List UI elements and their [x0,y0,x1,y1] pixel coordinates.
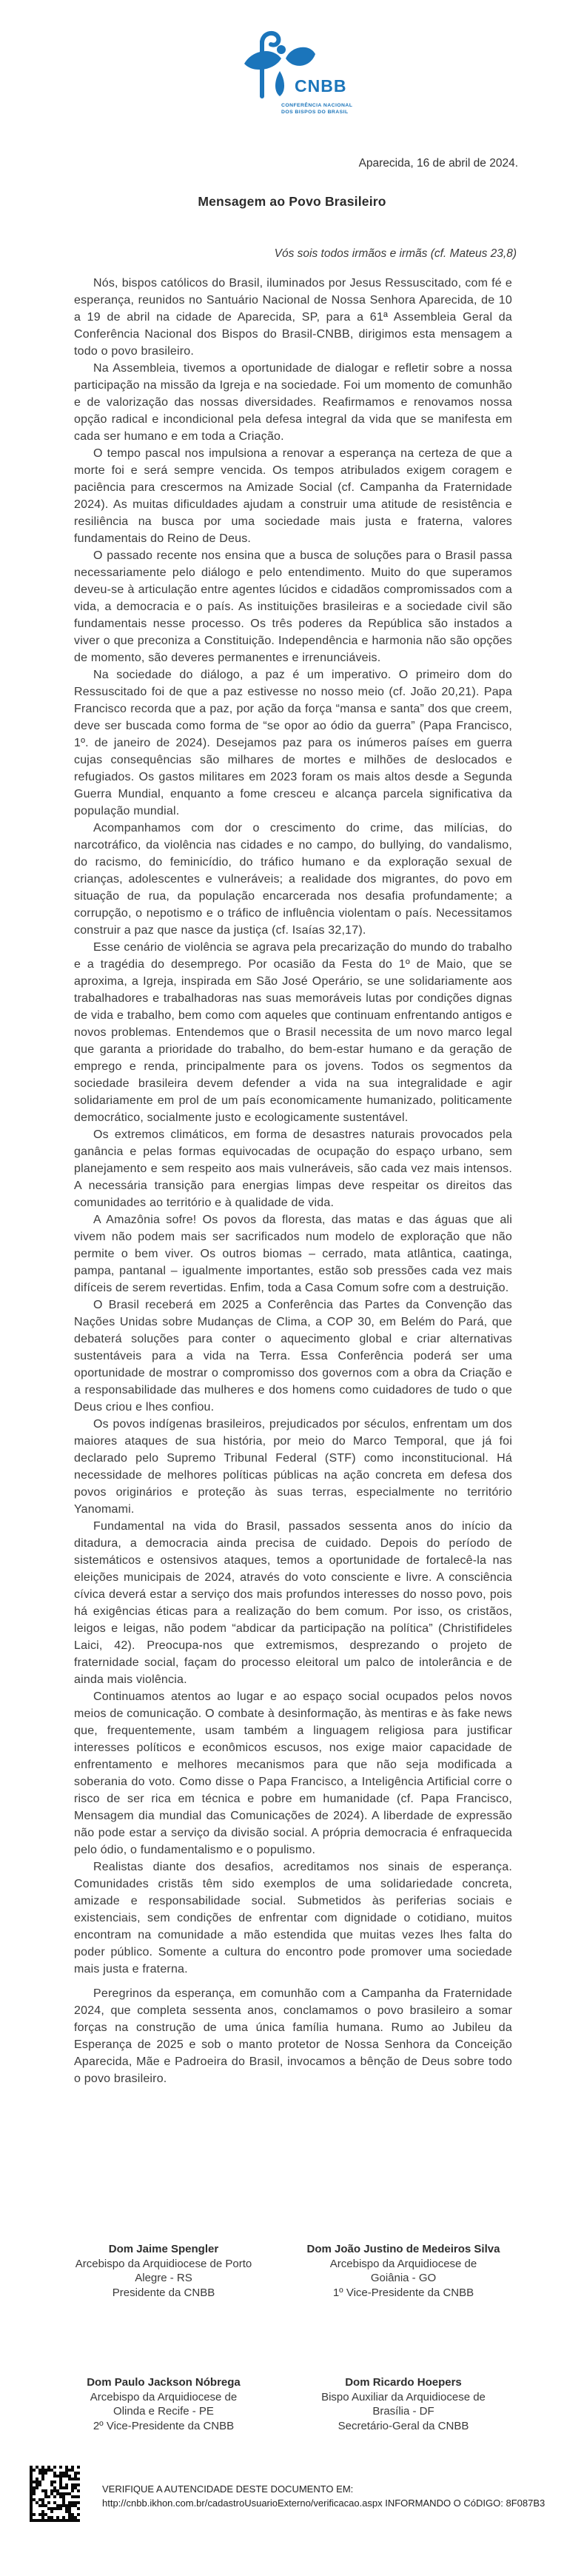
message-body [74,275,512,2087]
signature-block [54,2242,273,2300]
paragraph: Os extremos climáticos, em forma de desastres naturais provocados pela ganância e pelas formas equivocadas de ocupação do espaço urbano, sem planejamento e sem respeito aos mais vulneráveis, são cada vez mais intensos. A necessária transição para energias limpas deve respeitar os direitos das comunidades ao território e à qualidade de vida. [74,1128,512,1209]
signatory-title-line: Goiânia - GO [370,2272,437,2284]
paragraph: Esse cenário de violência se agrava pela precarização do mundo do trabalho e a tragédia do desemprego. Por ocasião da Festa do 1º de Maio, que se aproxima, a Igreja, inspirada em São José Operário, se une solidariamente aos trabalhadores e trabalhadoras nas suas memoráveis lutas por condições dignas de vida e trabalho, bem como com aqueles que continuam enfrentando antigos e novos problemas. Entendemos que o Brasil necessita de um novo marco legal que garanta a prioridade do trabalho, do bem-estar humano e da geração de emprego e renda, principalmente para os jovens. Todos os segmentos da sociedade brasileira devem defender a vida na sua integralidade e agir solidariamente em prol de um país economicamente humanizado, politicamente democrático, socialmente justo e ecologicamente sustentável. [74,941,512,1124]
paragraph: O Brasil receberá em 2025 a Conferência das Partes da Convenção das Nações Unidas sobre Mudanças de Clima, a COP 30, em Belém do Pará, que debaterá soluções para conter o aquecimento global e criar alternativas sustentáveis para a vida na Terra. Essa Conferência poderá ser uma oportunidade de mostrar o compromisso dos governos com a obra da Criação e a responsabilidade das mulheres e dos homens como cuidadores de tudo o que Deus criou e lhes confiou. [74,1299,512,1414]
verification-line2: http://cnbb.ikhon.com.br/cadastroUsuarioExterno/verificacao.aspx INFORMANDO O CóDIGO: 8F087B3 [102,2498,546,2509]
signatory-role: Presidente da CNBB [112,2286,215,2299]
signatory-name: Dom Paulo Jackson Nóbrega [87,2376,241,2389]
paragraph: Acompanhamos com dor o crescimento do crime, das milícias, do narcotráfico, da violência nas cidades e no campo, do bullying, do vandalismo, do racismo, do feminicídio, do tráfico humano e da exploração sexual de crianças, adolescentes e vulneráveis; a realidade dos migrantes, do povo em situação de rua, da população encarcerada nos desafia profundamente; a corrupção, o nepotismo e o tráfico de influência violentam o país. Necessitamos construir a paz que nasce da justiça (cf. Isaías 32,17). [74,822,512,937]
paragraph: O tempo pascal nos impulsiona a renovar a esperança na certeza de que a morte foi e será sempre vencida. Os tempos atribulados exigem coragem e paciência para crescermos na Amizade Social (cf. Campanha da Fraternidade 2024). As muitas dificuldades ajudam a construir uma atitude de resistência e resiliência na busca por uma sociedade mais justa e fraterna, valores fundamentais do Reino de Deus. [74,447,512,545]
signatory-title-line: Arcebispo da Arquidiocese de [329,2257,477,2270]
paragraph: Na Assembleia, tivemos a oportunidade de dialogar e refletir sobre a nossa participação na missão da Igreja e na sociedade. Foi um momento de comunhão e de valorização das nossas diversidades. Reafirmamos e renovamos nossa opção radical e incondicional pela defesa integral da vida que se manifesta em cada ser humano e em toda a Criação. [74,362,512,443]
logo-acronym: CNBB [295,76,347,96]
paragraph: Na sociedade do diálogo, a paz é um imperativo. O primeiro dom do Ressuscitado foi de que a paz estivesse no nosso meio (cf. João 20,21). Papa Francisco recorda que a paz, por ação da força “mansa e santa” dos que creem, deve ser buscada como forma de “se opor ao ódio da guerra” (Papa Francisco, 1º. de janeiro de 2024). Desejamos paz para os inúmeros países em guerra cujas consequências são milhares de mortes e milhões de deslocados e refugiados. Os gastos militares em 2023 foram os mais altos desde a Segunda Guerra Mundial, enquanto a fome cresceu e alcança parcela significativa da população mundial. [74,669,512,817]
signatory-name: Dom Ricardo Hoepers [345,2376,462,2389]
signatory-role: 1º Vice-Presidente da CNBB [332,2286,474,2299]
logo-subtitle-line1: CONFERÊNCIA NACIONAL [281,103,353,108]
signatory-title-line: Bispo Auxiliar da Arquidiocese de [321,2390,486,2403]
paragraph: Fundamental na vida do Brasil, passados sessenta anos do início da ditadura, a democracia ainda precisa de cuidado. Depois do período de sistemáticos e ostensivos ataques, temos a oportunidade de fortalecê-la nas eleições municipais de 2024, através do voto consciente e livre. A consciência cívica deverá estar a serviço dos mais profundos interesses do nosso povo, pois há exigências éticas para a realização do bem comum. Por isso, os cristãos, leigos e leigas, não podem “abdicar da participação na política” (Christifideles Laici, 42). Preocupa-nos que extremismos, desprezando o projeto de fraternidade social, façam do processo eleitoral um palco de intolerância e de ainda mais violência. [74,1520,512,1686]
signatory-title-line: Arcebispo da Arquidiocese de Porto [75,2257,252,2270]
signatory-name: Dom Jaime Spengler [108,2243,219,2255]
paragraph: Realistas diante dos desafios, acreditamos nos sinais de esperança. Comunidades cristãs têm sido exemplos de uma solidariedade concreta, amizade e responsabilidade social. Submetidos às periferias sociais e existenciais, sem condições de enfrentar com dignidade o cotidiano, muitos encontram na comunidade a mão estendida que muitas vezes lhes falta do poder público. Somente a cultura do encontro pode promover uma sociedade mais justa e fraterna. [74,1861,512,1976]
signatory-title-line: Arcebispo da Arquidiocese de [90,2390,238,2403]
logo-subtitle-line2: DOS BISPOS DO BRASIL [281,109,349,115]
logo-subtitle [281,103,370,116]
signatory-title-line: Brasília - DF [372,2405,434,2418]
paragraph: Peregrinos da esperança, em comunhão com a Campanha da Fraternidade 2024, que completa sessenta anos, conclamamos o povo brasileiro a somar forças na construção de uma única família humana. Rumo ao Jubileu da Esperança de 2025 e sob o manto protetor de Nossa Senhora da Conceição Aparecida, Mãe e Padroeira do Brasil, invocamos a bênção de Deus sobre todo o povo brasileiro. [74,1987,512,2085]
verification-text [102,2466,545,2510]
signatory-role: Secretário-Geral da CNBB [338,2419,469,2432]
verification-barcode [30,2466,80,2522]
verification-line1: VERIFIQUE A AUTENCIDADE DESTE DOCUMENTO EM: [102,2483,354,2495]
signatory-title-line: Olinda e Recife - PE [113,2405,214,2418]
signatory-title-line: Alegre - RS [135,2272,192,2284]
epigraph: Vós sois todos irmãos e irmãs (cf. Mateus 23,8) [274,247,517,260]
signature-block [54,2375,273,2433]
cnbb-logo [243,30,369,122]
paragraph: Continuamos atentos ao lugar e ao espaço social ocupados pelos novos meios de comunicação. O combate à desinformação, às mentiras e às fake news que, frequentemente, usam também a linguagem religiosa para justificar interesses políticos e econômicos escusos, nos exige maior capacidade de enfrentamento e melhores mecanismos para que não seja modificada a soberania do voto. Como disse o Papa Francisco, a Inteligência Artificial corre o risco de ser rica em técnica e pobre em humanidade (cf. Papa Francisco, Mensagem dia mundial das Comunicações de 2024). A liberdade de expressão não pode estar a serviço da divisão social. A própria democracia é enfraquecida pelo ódio, o fundamentalismo e o populismo. [74,1690,512,1856]
paragraph: A Amazônia sofre! Os povos da floresta, das matas e das águas que ali vivem não podem mais ser sacrificados num modelo de exploração que não permite o bem viver. Os outros biomas – cerrado, mata atlântica, caatinga, pampa, pantanal – igualmente importantes, estão sob pressões cada vez mais difíceis de serem revertidas. Enfim, toda a Casa Comum sofre com a destruição. [74,1214,512,1294]
paragraph: Os povos indígenas brasileiros, prejudicados por séculos, enfrentam um dos maiores ataques de sua história, por meio do Marco Temporal, que já foi declarado pelo Supremo Tribunal Federal (STF) como inconstitucional. Há necessidade de melhores políticas públicas na ação concreta em defesa dos povos originários e proteção às suas terras, especialmente no território Yanomami. [74,1418,512,1516]
signatory-name: Dom João Justino de Medeiros Silva [306,2243,500,2255]
paragraph: Nós, bispos católicos do Brasil, iluminados por Jesus Ressuscitado, com fé e esperança, reunidos no Santuário Nacional de Nossa Senhora Aparecida, de 10 a 19 de abril na cidade de Aparecida, SP, para a 61ª Assembleia Geral da Conferência Nacional dos Bispos do Brasil-CNBB, dirigimos esta mensagem a todo o povo brasileiro. [74,277,512,358]
page-title: Mensagem ao Povo Brasileiro [198,194,386,209]
signature-block [295,2242,511,2300]
verification-footer [30,2466,545,2522]
signature-block [295,2375,511,2433]
paragraph: O passado recente nos ensina que a busca de soluções para o Brasil passa necessariamente pelo diálogo e pelo entendimento. Muito do que superamos deveu-se à articulação entre agentes lúcidos e cidadãos compromissados com a vida, a democracia e o país. As instituições brasileiras e a sociedade civil são fundamentais nesse processo. Os três poderes da República são instados a viver o que preconiza a Constituição. Independência e harmonia não são opções de momento, são deveres permanentes e irrenunciáveis. [74,549,512,664]
signatory-role: 2º Vice-Presidente da CNBB [93,2419,235,2432]
dateline: Aparecida, 16 de abril de 2024. [358,157,518,170]
